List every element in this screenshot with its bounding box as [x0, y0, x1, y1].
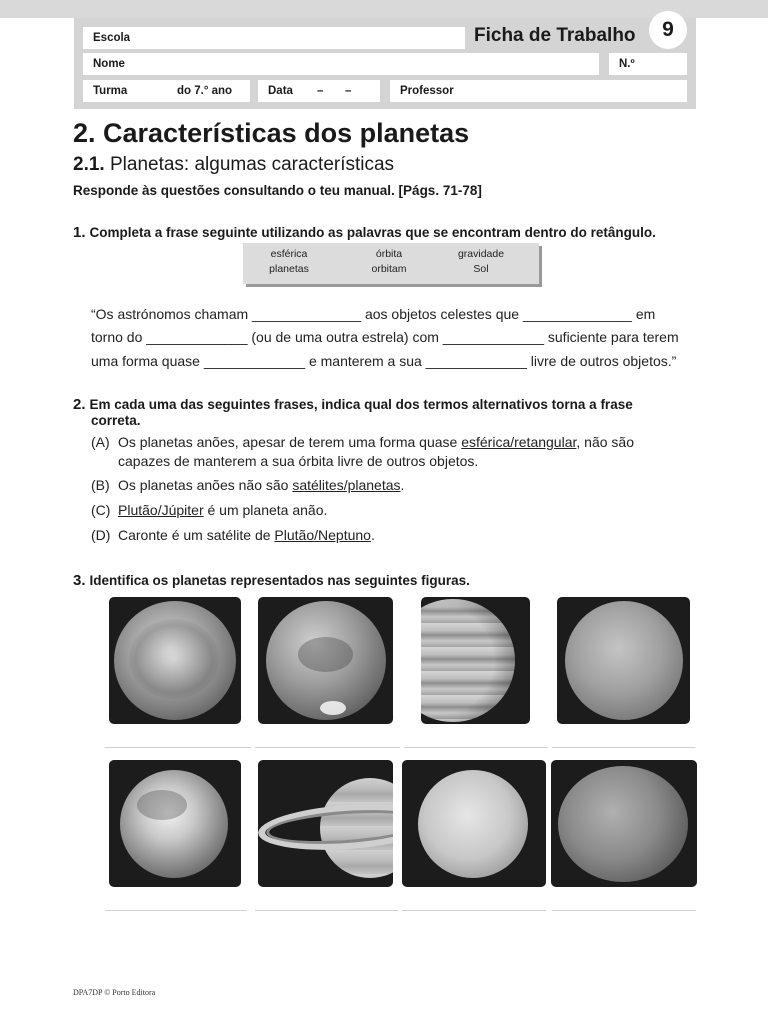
nome-field[interactable]: [83, 53, 599, 75]
question-2-number: 2.: [73, 396, 86, 413]
subtitle-number: 2.1.: [73, 154, 105, 175]
question-3-number: 3.: [73, 572, 86, 589]
answer-line[interactable]: [105, 747, 251, 748]
question-2-text-line-1: Em cada uma das seguintes frases, indica qual dos termos alternativos torna a frase: [89, 397, 633, 412]
word-bank-item: gravidade: [457, 248, 505, 260]
mars-planet-image: [258, 597, 393, 724]
subtitle-text: Planetas: algumas características: [109, 154, 395, 175]
data-dash-1: –: [317, 85, 324, 97]
worksheet-number-badge: 9: [649, 11, 687, 49]
question-1-text: Completa a frase seguinte utilizando as palavras que se encontram dentro do retângulo.: [89, 225, 656, 240]
numero-field[interactable]: [609, 53, 687, 75]
footer-copyright: DPA7DP © Porto Editora: [73, 988, 156, 997]
option-a-text-end: , não são: [576, 434, 634, 450]
escola-label: Escola: [93, 32, 131, 44]
ano-label: do 7.° ano: [177, 85, 233, 97]
question-2-prompt: [73, 397, 693, 429]
question-3-text: Identifica os planetas representados nas seguintes figuras.: [89, 573, 470, 588]
question-1-prompt: [73, 225, 656, 241]
option-d-term[interactable]: Plutão/Neptuno: [274, 527, 371, 543]
answer-line[interactable]: [105, 910, 247, 911]
option-d-label: (D): [91, 527, 111, 543]
fill-sentence-line-1[interactable]: “Os astrónomos chamam ______________ aos objetos celestes que ______________ em: [91, 306, 656, 322]
nome-label: Nome: [93, 58, 125, 70]
venus-planet-image: [109, 597, 241, 724]
turma-label: Turma: [93, 85, 128, 97]
instruction-text: Responde às questões consultando o teu manual. [Págs. 71-78]: [73, 183, 482, 198]
answer-line[interactable]: [552, 910, 696, 911]
fill-sentence-line-3[interactable]: uma forma quase _____________ e manterem a sua _____________ livre de outros objetos.”: [91, 353, 677, 369]
professor-label: Professor: [400, 85, 454, 97]
option-c-term[interactable]: Plutão/Júpiter: [118, 502, 204, 518]
data-label: Data: [268, 85, 293, 97]
word-bank-item: planetas: [269, 263, 309, 275]
professor-field[interactable]: [390, 80, 687, 102]
worksheet-title: Ficha de Trabalho: [474, 25, 636, 46]
word-bank-item: orbitam: [371, 263, 407, 275]
word-bank-item: esférica: [270, 248, 308, 260]
earth-planet-image: [109, 760, 241, 887]
option-c-label: (C): [91, 502, 111, 518]
word-bank-item: Sol: [473, 263, 489, 275]
numero-label: N.º: [619, 58, 635, 70]
option-c-text-end: é um planeta anão.: [203, 502, 328, 518]
mercury-planet-image: [557, 597, 690, 724]
question-1-number: 1.: [73, 224, 86, 241]
option-d-text: Caronte é um satélite de: [118, 527, 275, 543]
option-a-text: Os planetas anões, apesar de terem uma forma quase: [118, 434, 462, 450]
option-a-label: (A): [91, 434, 110, 450]
option-d-text-end: .: [370, 527, 375, 543]
question-3-prompt: [73, 573, 470, 589]
option-a-text-line-2: capazes de manterem a sua órbita livre de outros objetos.: [118, 453, 479, 469]
option-b-label: (B): [91, 477, 110, 493]
fill-sentence-line-2[interactable]: torno do _____________ (ou de uma outra estrela) com _____________ suficiente para terem: [91, 329, 679, 345]
uranus-planet-image: [402, 760, 546, 887]
option-a-term[interactable]: esférica/retangular: [461, 434, 577, 450]
saturn-planet-image: [258, 760, 393, 887]
top-strip: [0, 0, 768, 18]
data-dash-2: –: [345, 85, 352, 97]
answer-line[interactable]: [255, 747, 400, 748]
data-field[interactable]: [258, 80, 380, 102]
neptune-planet-image: [551, 760, 697, 887]
option-b-text-end: .: [400, 477, 405, 493]
option-b-text: Os planetas anões não são: [118, 477, 293, 493]
word-bank-box: [243, 243, 539, 284]
answer-line[interactable]: [404, 747, 548, 748]
section-title: 2. Características dos planetas: [73, 118, 470, 148]
option-b-term[interactable]: satélites/planetas: [292, 477, 401, 493]
word-bank-item: órbita: [375, 248, 403, 260]
turma-field[interactable]: [83, 80, 250, 102]
answer-line[interactable]: [402, 910, 546, 911]
answer-line[interactable]: [255, 910, 398, 911]
escola-field[interactable]: [83, 27, 465, 49]
section-subtitle: [73, 154, 394, 176]
question-2-text-line-2: correta.: [91, 413, 141, 428]
jupiter-planet-image: [421, 597, 530, 724]
answer-line[interactable]: [552, 747, 695, 748]
